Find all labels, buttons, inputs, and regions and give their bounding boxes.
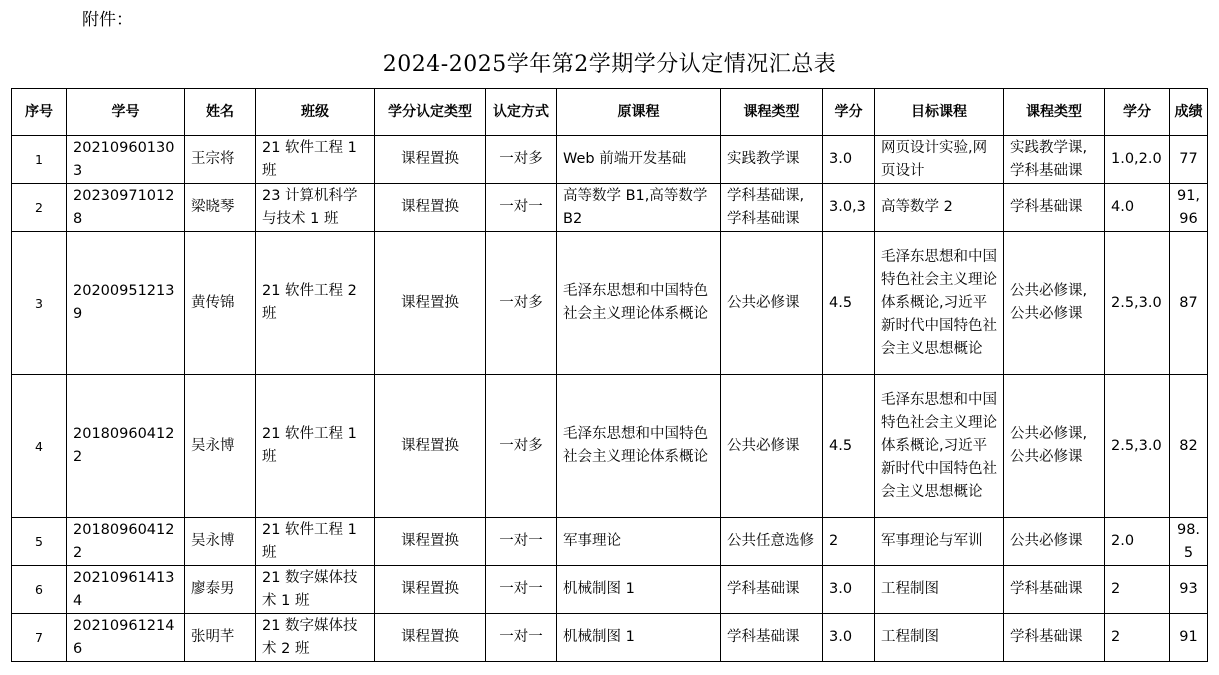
cell-orig-course: 机械制图 1 (557, 614, 721, 662)
cell-orig-course-type: 公共必修课 (721, 232, 823, 375)
header-target-course-type: 课程类型 (1004, 89, 1105, 136)
cell-target-credit: 2.0 (1105, 518, 1170, 566)
cell-orig-course-type: 实践教学课 (721, 136, 823, 184)
cell-class: 21 数字媒体技术 1 班 (256, 566, 375, 614)
cell-target-course: 毛泽东思想和中国特色社会主义理论体系概论,习近平新时代中国特色社会主义思想概论 (875, 375, 1004, 518)
credit-summary-table (11, 88, 1208, 662)
cell-orig-course: 毛泽东思想和中国特色社会主义理论体系概论 (557, 232, 721, 375)
cell-target-course-type: 公共必修课,公共必修课 (1004, 375, 1105, 518)
cell-target-course: 网页设计实验,网页设计 (875, 136, 1004, 184)
cell-target-course-type: 学科基础课 (1004, 566, 1105, 614)
table-row (12, 136, 1208, 184)
cell-target-course-type: 公共必修课,公共必修课 (1004, 232, 1105, 375)
cell-target-credit: 2 (1105, 614, 1170, 662)
cell-score: 93 (1170, 566, 1208, 614)
cell-class: 23 计算机科学与技术 1 班 (256, 184, 375, 232)
cell-target-course: 军事理论与军训 (875, 518, 1004, 566)
header-student-id: 学号 (67, 89, 185, 136)
cell-method: 一对一 (486, 614, 557, 662)
header-name: 姓名 (185, 89, 256, 136)
cell-score: 77 (1170, 136, 1208, 184)
cell-student-id: 202309710128 (67, 184, 185, 232)
cell-name: 梁晓琴 (185, 184, 256, 232)
cell-name: 黄传锦 (185, 232, 256, 375)
cell-student-id: 201809604122 (67, 518, 185, 566)
cell-name: 廖泰男 (185, 566, 256, 614)
cell-method: 一对多 (486, 136, 557, 184)
cell-target-course-type: 学科基础课 (1004, 614, 1105, 662)
cell-method: 一对一 (486, 566, 557, 614)
cell-credit-type: 课程置换 (375, 136, 486, 184)
cell-credit-type: 课程置换 (375, 518, 486, 566)
cell-orig-course-type: 公共必修课 (721, 375, 823, 518)
cell-target-credit: 1.0,2.0 (1105, 136, 1170, 184)
attachment-label: 附件： (82, 10, 133, 30)
cell-seq: 1 (12, 136, 67, 184)
cell-orig-course: 机械制图 1 (557, 566, 721, 614)
cell-target-course: 毛泽东思想和中国特色社会主义理论体系概论,习近平新时代中国特色社会主义思想概论 (875, 232, 1004, 375)
header-seq: 序号 (12, 89, 67, 136)
header-orig-credit: 学分 (823, 89, 875, 136)
cell-name: 张明芊 (185, 614, 256, 662)
cell-orig-course-type: 学科基础课,学科基础课 (721, 184, 823, 232)
cell-name: 吴永博 (185, 518, 256, 566)
cell-target-course-type: 实践教学课,学科基础课 (1004, 136, 1105, 184)
cell-student-id: 202109614134 (67, 566, 185, 614)
cell-seq: 5 (12, 518, 67, 566)
header-target-course: 目标课程 (875, 89, 1004, 136)
page-title: 2024-2025学年第2学期学分认定情况汇总表 (382, 52, 837, 77)
cell-name: 王宗将 (185, 136, 256, 184)
cell-seq: 2 (12, 184, 67, 232)
table-row (12, 232, 1208, 375)
cell-seq: 3 (12, 232, 67, 375)
cell-target-course: 工程制图 (875, 566, 1004, 614)
header-orig-course: 原课程 (557, 89, 721, 136)
table-row (12, 375, 1208, 518)
cell-class: 21 软件工程 1 班 (256, 375, 375, 518)
cell-class: 21 软件工程 1 班 (256, 518, 375, 566)
cell-target-course: 高等数学 2 (875, 184, 1004, 232)
cell-score: 91 (1170, 614, 1208, 662)
table-row (12, 614, 1208, 662)
cell-method: 一对多 (486, 232, 557, 375)
cell-score: 91,96 (1170, 184, 1208, 232)
cell-orig-course: 军事理论 (557, 518, 721, 566)
cell-orig-credit: 4.5 (823, 375, 875, 518)
cell-seq: 7 (12, 614, 67, 662)
cell-credit-type: 课程置换 (375, 375, 486, 518)
cell-orig-credit: 3.0 (823, 136, 875, 184)
cell-name: 吴永博 (185, 375, 256, 518)
cell-student-id: 201809604122 (67, 375, 185, 518)
cell-orig-course: 毛泽东思想和中国特色社会主义理论体系概论 (557, 375, 721, 518)
cell-target-credit: 2.5,3.0 (1105, 232, 1170, 375)
cell-orig-credit: 3.0 (823, 614, 875, 662)
cell-target-credit: 4.0 (1105, 184, 1170, 232)
header-method: 认定方式 (486, 89, 557, 136)
cell-orig-credit: 2 (823, 518, 875, 566)
cell-credit-type: 课程置换 (375, 232, 486, 375)
cell-credit-type: 课程置换 (375, 184, 486, 232)
header-row (12, 89, 1208, 136)
cell-student-id: 202109601303 (67, 136, 185, 184)
cell-target-course-type: 学科基础课 (1004, 184, 1105, 232)
cell-orig-course-type: 公共任意选修 (721, 518, 823, 566)
cell-score: 98.5 (1170, 518, 1208, 566)
cell-credit-type: 课程置换 (375, 566, 486, 614)
cell-orig-course-type: 学科基础课 (721, 614, 823, 662)
cell-target-course: 工程制图 (875, 614, 1004, 662)
cell-class: 21 软件工程 2 班 (256, 232, 375, 375)
cell-orig-credit: 3.0 (823, 566, 875, 614)
table-row (12, 184, 1208, 232)
table-row (12, 566, 1208, 614)
cell-orig-course: 高等数学 B1,高等数学 B2 (557, 184, 721, 232)
cell-method: 一对一 (486, 184, 557, 232)
cell-class: 21 软件工程 1 班 (256, 136, 375, 184)
cell-seq: 6 (12, 566, 67, 614)
cell-method: 一对多 (486, 375, 557, 518)
cell-target-credit: 2 (1105, 566, 1170, 614)
cell-student-id: 202009512139 (67, 232, 185, 375)
header-class: 班级 (256, 89, 375, 136)
cell-orig-credit: 3.0,3 (823, 184, 875, 232)
header-target-credit: 学分 (1105, 89, 1170, 136)
cell-score: 82 (1170, 375, 1208, 518)
cell-seq: 4 (12, 375, 67, 518)
cell-orig-credit: 4.5 (823, 232, 875, 375)
table-row (12, 518, 1208, 566)
header-score: 成绩 (1170, 89, 1208, 136)
cell-score: 87 (1170, 232, 1208, 375)
cell-method: 一对一 (486, 518, 557, 566)
cell-student-id: 202109612146 (67, 614, 185, 662)
cell-credit-type: 课程置换 (375, 614, 486, 662)
header-credit-type: 学分认定类型 (375, 89, 486, 136)
cell-target-credit: 2.5,3.0 (1105, 375, 1170, 518)
cell-orig-course: Web 前端开发基础 (557, 136, 721, 184)
cell-target-course-type: 公共必修课 (1004, 518, 1105, 566)
header-orig-course-type: 课程类型 (721, 89, 823, 136)
cell-orig-course-type: 学科基础课 (721, 566, 823, 614)
cell-class: 21 数字媒体技术 2 班 (256, 614, 375, 662)
